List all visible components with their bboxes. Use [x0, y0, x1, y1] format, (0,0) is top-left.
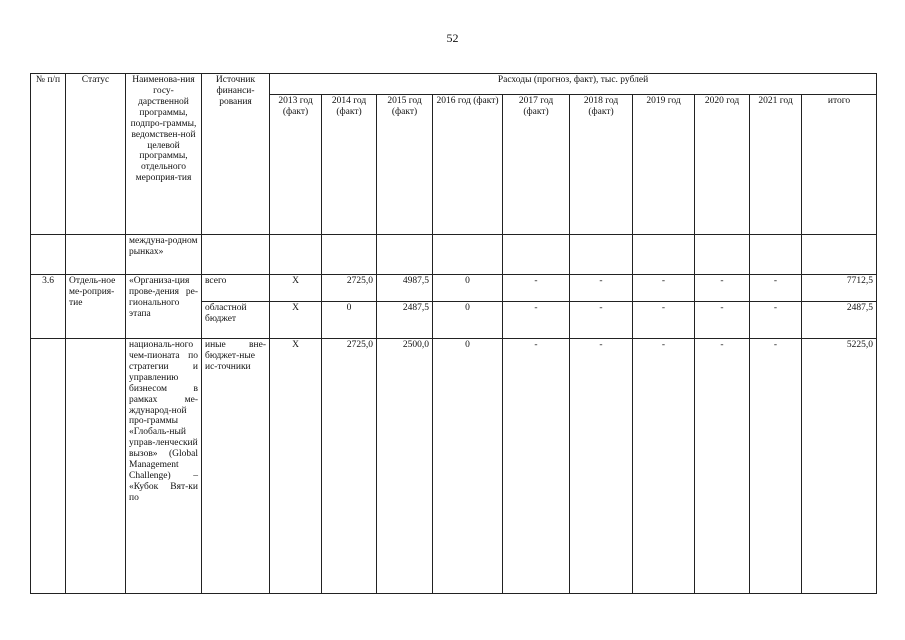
header-name: Наименова-ния госу-дарственной программы, подпро-граммы, ведомствен-ной целевой программы, отдельного мероприя-тия [126, 74, 202, 235]
table-row-continuation [31, 235, 877, 275]
row-value: 0 [433, 302, 503, 339]
row-value: - [695, 339, 750, 594]
row-value: - [750, 339, 802, 594]
table-row [31, 275, 877, 302]
row-value: - [750, 275, 802, 302]
row-value: - [633, 339, 695, 594]
row-value: 0 [433, 339, 503, 594]
item-name-part2: националь-ного чем-пионата по стратегии и управлению бизнесом в рамках ме-ждународ-ной про-граммы «Глобаль-ный управ-ленческий вызов» (Global Management Challenge) – «Кубок Вят-ки по [126, 339, 202, 594]
header-year-2015: 2015 год (факт) [377, 95, 433, 235]
row-value: - [503, 275, 570, 302]
row-source: иные вне-бюджет-ные ис-точники [202, 339, 270, 594]
header-year-2021: 2021 год [750, 95, 802, 235]
header-status: Статус [66, 74, 126, 235]
row-value: Х [270, 275, 322, 302]
row-value: 0 [433, 275, 503, 302]
header-year-2018: 2018 год (факт) [570, 95, 633, 235]
row-source: всего [202, 275, 270, 302]
row-value: - [633, 275, 695, 302]
row-value: 2487,5 [377, 302, 433, 339]
header-year-2016: 2016 год (факт) [433, 95, 503, 235]
header-year-2013: 2013 год (факт) [270, 95, 322, 235]
row-value: - [695, 275, 750, 302]
header-expenses-title: Расходы (прогноз, факт), тыс. рублей [270, 74, 877, 95]
item-name-part1: «Организа-ция прове-дения ре-гионального этапа [126, 275, 202, 339]
header-year-2019: 2019 год [633, 95, 695, 235]
header-source: Источник финанси-рования [202, 74, 270, 235]
row-value: 4987,5 [377, 275, 433, 302]
row-value: - [570, 302, 633, 339]
row-value: 0 [322, 302, 377, 339]
row-value: - [570, 275, 633, 302]
row-value: - [695, 302, 750, 339]
row-value: - [750, 302, 802, 339]
table-row [31, 339, 877, 594]
row-total: 7712,5 [802, 275, 877, 302]
continuation-text: междуна-родном рынках» [126, 235, 202, 275]
row-value: - [503, 339, 570, 594]
item-number: 3.6 [31, 275, 66, 339]
row-value: Х [270, 302, 322, 339]
row-value: - [633, 302, 695, 339]
header-year-2014: 2014 год (факт) [322, 95, 377, 235]
header-number: № п/п [31, 74, 66, 235]
expenses-table [30, 73, 877, 594]
row-total: 5225,0 [802, 339, 877, 594]
row-value: 2725,0 [322, 275, 377, 302]
header-year-2017: 2017 год (факт) [503, 95, 570, 235]
row-value: 2500,0 [377, 339, 433, 594]
row-value: 2725,0 [322, 339, 377, 594]
row-value: Х [270, 339, 322, 594]
item-status: Отдель-ное ме-роприя-тие [66, 275, 126, 339]
header-year-2020: 2020 год [695, 95, 750, 235]
row-total: 2487,5 [802, 302, 877, 339]
row-value: - [503, 302, 570, 339]
row-value: - [570, 339, 633, 594]
header-total: итого [802, 95, 877, 235]
row-source: областной бюджет [202, 302, 270, 339]
page-number: 52 [446, 31, 459, 45]
